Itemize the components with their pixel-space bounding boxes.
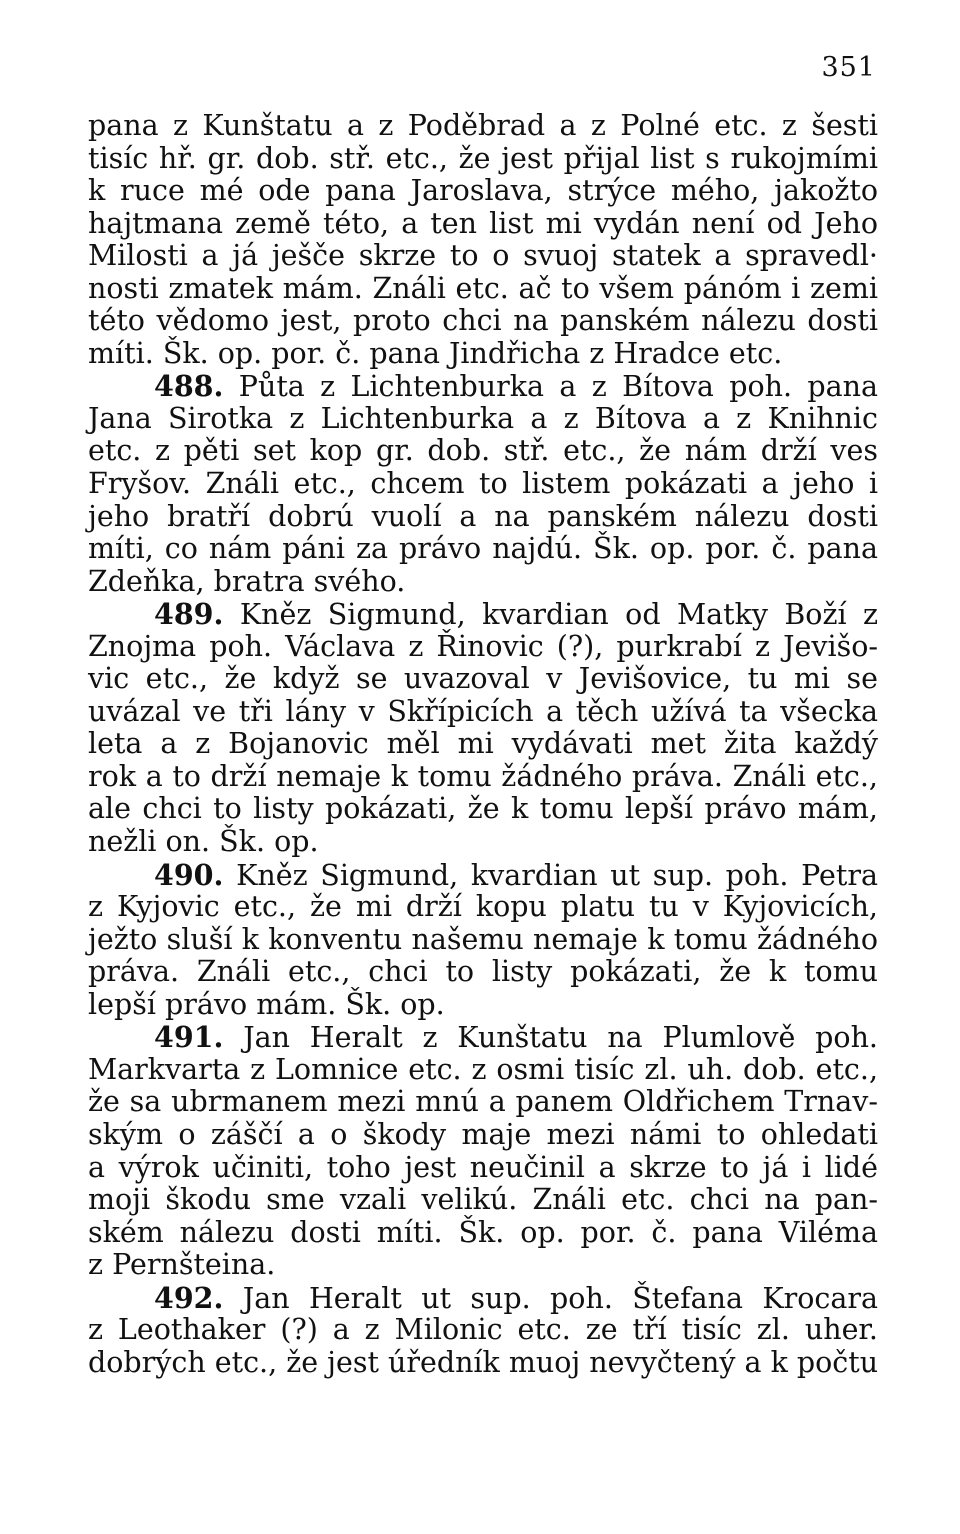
text-line [88,728,878,761]
line-text: práva. Ználi etc., chci to listy pokázati, že k tomu [88,955,878,989]
text-line [88,435,878,468]
line-text: Zdeňka, bratra svého. [88,564,406,598]
text-line [88,631,878,664]
text-line [88,208,878,241]
text-line [88,143,878,176]
line-text: že sa ubrmanem mezi mnú a panem Oldřichem Trnav- [88,1085,878,1119]
text-line [88,891,878,924]
line-text: této vědomo jest, proto chci na panském nálezu dosti [88,304,878,338]
line-text: jeho bratří dobrú vuolí a na panském nálezu dosti [88,499,878,533]
line-text: Markvarta z Lomnice etc. z osmi tisíc zl. uh. dob. etc., [88,1052,878,1086]
line-text: rok a to drží nemaje k tomu žádného práva. Ználi etc., [88,759,878,793]
text-line [88,175,878,208]
line-text: z Pernšteina. [88,1248,276,1282]
entry-number: 491. [154,1020,224,1055]
line-text: z Leothaker (?) a z Milonic etc. ze tří tisíc zl. uher. [88,1313,878,1347]
document-text [88,110,878,1379]
text-line [88,956,878,989]
text-line [88,1119,878,1152]
line-text: nežli on. Šk. op. [88,825,319,859]
entry-first-line [88,1282,878,1315]
text-line [88,1184,878,1217]
line-text: míti. Šk. op. por. č. pana Jindřicha z Hradce etc. [88,336,783,370]
line-text: Jan Heralt ut sup. poh. Štefana Krocara [242,1281,878,1315]
line-text: ském nálezu dosti míti. Šk. op. por. č. pana Viléma [88,1215,878,1249]
line-text: Jana Sirotka z Lichtenburka a z Bítova a z Knihnic [88,401,878,435]
line-text: Milosti a já ješče skrze to o svuoj statek a spravedl· [88,239,878,273]
line-text: moji škodu sme vzali velikú. Ználi etc. chci na pan- [88,1183,878,1217]
text-line [88,533,878,566]
line-text: Jan Heralt z Kunštatu na Plumlově poh. [243,1021,878,1055]
page-number: 351 [821,52,876,83]
text-line [88,305,878,338]
entry-number: 489. [154,597,224,632]
text-line [88,501,878,534]
text-line [88,793,878,826]
text-line [88,924,878,957]
entry-first-line [88,370,878,403]
line-text: Kněz Sigmund, kvardian ut sup. poh. Petra [236,858,878,892]
line-text: k ruce mé ode pana Jaroslava, strýce mého, jakožto [88,174,878,208]
line-text: uvázal ve tři lány v Skřípicích a těch užívá ta všecka [88,694,878,728]
text-line [88,696,878,729]
line-text: ským o záščí a o škody maje mezi námi to ohledati [88,1117,878,1151]
text-line [88,338,878,371]
text-line [88,989,878,1022]
text-line [88,1054,878,1087]
text-line [88,663,878,696]
entry-first-line [88,859,878,892]
line-text: pana z Kunštatu a z Poděbrad a z Polné etc. z šesti [88,109,878,142]
line-text: leta a z Bojanovic měl mi vydávati met žita každý [88,727,878,761]
line-text: tisíc hř. gr. dob. stř. etc., že jest přijal list s rukojmími [88,141,878,175]
entry-number: 492. [154,1280,224,1315]
text-line [88,273,878,306]
line-text: nosti zmatek mám. Ználi etc. ač to všem pánóm i zemi [88,271,878,305]
line-text: míti, co nám páni za právo najdú. Šk. op. por. č. pana [88,532,878,566]
text-line [88,761,878,794]
line-text: ale chci to listy pokázati, že k tomu lepší právo mám, [88,792,878,826]
entry-number: 490. [154,857,224,892]
text-line [88,1347,878,1380]
line-text: vic etc., že když se uvazoval v Jevišovice, tu mi se [88,662,878,696]
text-line [88,1152,878,1185]
line-text: Fryšov. Ználi etc., chcem to listem pokázati a jeho i [88,467,878,501]
entry-first-line [88,1021,878,1054]
text-line [88,1217,878,1250]
text-line [88,403,878,436]
line-text: hajtmana země této, a ten list mi vydán není od Jeho [88,206,878,240]
text-line [88,826,878,859]
line-text: dobrých etc., že jest úředník muoj nevyčtený a k počtu [88,1345,879,1379]
text-line [88,240,878,273]
line-text: ježto sluší k konventu našemu nemaje k tomu žádného [88,922,878,956]
entry-number: 488. [154,369,224,404]
line-text: z Kyjovic etc., že mi drží kopu platu tu v Kyjovicích, [88,890,878,924]
text-line [88,1314,878,1347]
line-text: a výrok učiniti, toho jest neučinil a skrze to já i lidé [88,1150,878,1184]
text-line [88,110,878,143]
entry-first-line [88,598,878,631]
line-text: Znojma poh. Václava z Řinovic (?), purkrabí z Jevišo- [88,629,878,663]
line-text: etc. z pěti set kop gr. dob. stř. etc., že nám drží ves [88,434,878,468]
text-line [88,566,878,599]
line-text: Kněz Sigmund, kvardian od Matky Boží z [239,598,878,632]
text-line [88,1086,878,1119]
line-text: lepší právo mám. Šk. op. [88,987,445,1021]
line-text: Půta z Lichtenburka a z Bítova poh. pana [238,370,879,404]
text-line [88,1249,878,1282]
text-line [88,468,878,501]
